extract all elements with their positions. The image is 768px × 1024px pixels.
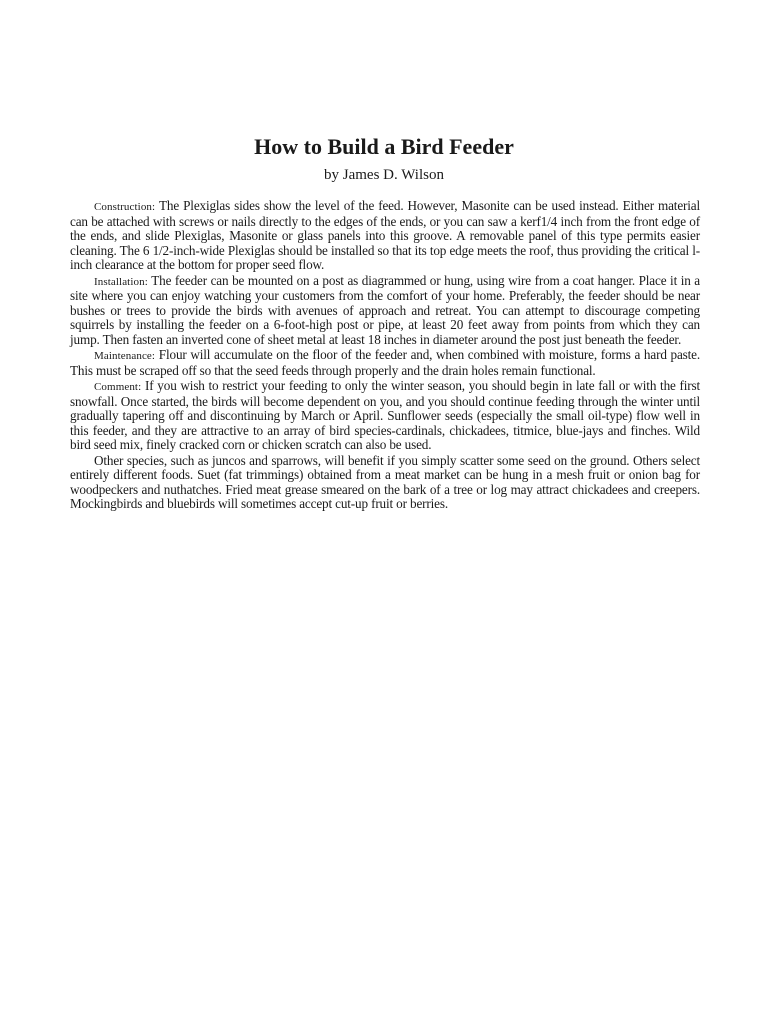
- paragraph-construction: [70, 199, 700, 273]
- paragraph-lead: Installation:: [94, 275, 148, 288]
- paragraph-text: Flour will accumulate on the floor of the feeder and, when combined with moisture, forms a hard paste. This must be scraped off so that the seed feeds through properly and the drain holes remain functional.: [70, 347, 700, 378]
- paragraph-lead: Maintenance:: [94, 350, 156, 362]
- paragraph-maintenance: [70, 348, 700, 378]
- author-byline: by James D. Wilson: [324, 167, 444, 183]
- paragraph-installation: [70, 274, 700, 348]
- document-title: How to Build a Bird Feeder: [254, 134, 514, 159]
- paragraph-comment: [70, 379, 700, 453]
- paragraph-text: If you wish to restrict your feeding to only the winter season, you should begin in late fall or with the first snowfall. Once started, the birds will become dependent on you, and you should continue feeding through the winter until gradually tapering off and discontinuing by March or April. Sunflower seeds (especially the small oil-type) flow well in this feeder, and they are attractive to an array of bird species-cardinals, chickadees, titmice, blue-jays and finches. Wild bird seed mix, finely cracked corn or chicken scratch can also be used.: [70, 378, 700, 452]
- paragraph-text: The Plexiglas sides show the level of the feed. However, Masonite can be used instead. Either material can be attached with screws or nails directly to the edges of the ends, or you can saw a kerf1/4 inch from the front edge of the ends, and slide Plexiglas, Masonite or glass panels into this groove. A removable panel of this type permits easier cleaning. The 6 1/2-inch-wide Plexiglas should be installed so that its top edge meets the roof, thus providing the critical l-inch clearance at the bottom for proper seed flow.: [70, 198, 700, 272]
- paragraph-text: The feeder can be mounted on a post as diagrammed or hung, using wire from a coat hanger. Place it in a site where you can enjoy watching your customers from the comfort of your home. Preferably, the feeder should be near bushes or trees to provide the birds with avenues of approach and retreat. You can attempt to discourage competing squirrels by installing the feeder on a 6-foot-high post or pipe, at least 20 feet away from points from which they can jump. Then fasten an inverted cone of sheet metal at least 18 inches in diameter around the post just beneath the feeder.: [70, 272, 700, 347]
- paragraph-lead: Construction:: [94, 201, 156, 213]
- paragraph-text: Other species, such as juncos and sparrows, will benefit if you simply scatter some seed on the ground. Others select entirely different foods. Suet (fat trimmings) obtained from a meat market can be hung in a mesh fruit or onion bag for woodpeckers and nuthatches. Fried meat grease smeared on the bark of a tree or log may attract chickadees and creepers. Mockingbirds and bluebirds will sometimes accept cut-up fruit or berries.: [70, 452, 700, 511]
- article-body: [70, 199, 700, 512]
- paragraph-other-species: [70, 454, 700, 512]
- paragraph-lead: Comment:: [94, 381, 142, 393]
